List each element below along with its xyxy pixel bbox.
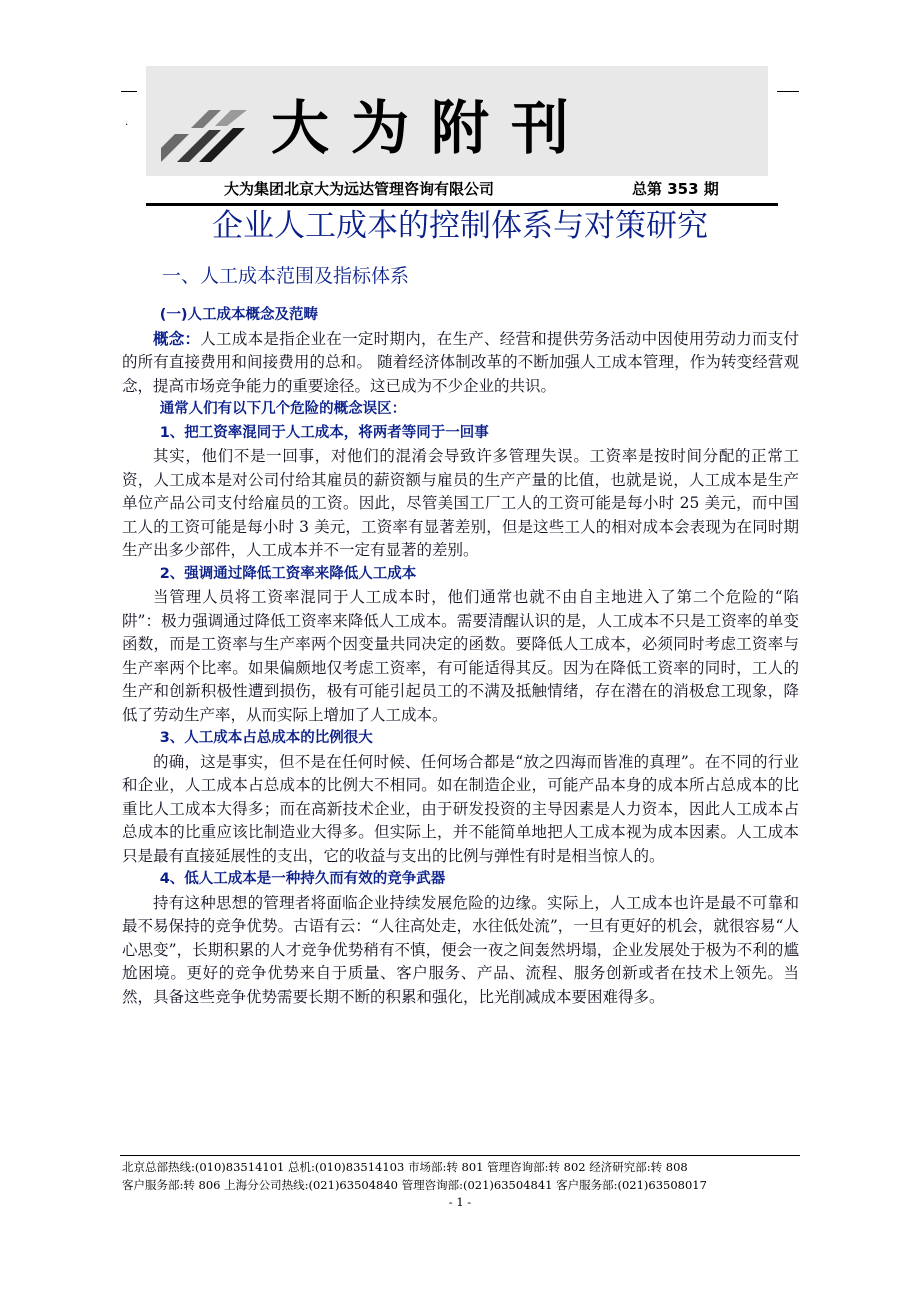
footer-contacts bbox=[122, 1158, 800, 1194]
item-3-paragraph: 的确，这是事实，但不是在任何时候、任何场合都是“放之四海而皆准的真理”。在不同的行业和企业，人工成本占总成本的比例大不相同。如在制造企业，可能产品本身的成本所占总成本的比重比人工成本大得多；而在高新技术企业，由于研发投资的主导因素是人力资本，因此人工成本占总成本的比重应该比制造业大得多。但实际上，并不能简单地把人工成本视为成本因素。人工成本只是最有直接延展性的支出，它的收益与支出的比例与弹性有时是相当惊人的。 bbox=[122, 752, 799, 865]
company-name: 大为集团北京大为远达管理咨询有限公司 bbox=[224, 180, 495, 198]
masthead-subline bbox=[224, 178, 764, 200]
article-title: 企业人工成本的控制体系与对策研究 bbox=[212, 208, 708, 244]
header-dot-mark: . bbox=[125, 117, 129, 128]
footer-line-2: 客户服务部:转 806 上海分公司热线:(021)63504840 管理咨询部:(021)63504841 客户服务部:(021)63508017 bbox=[122, 1178, 707, 1192]
item-1-heading: 1、把工资率混同于人工成本，将两者等同于一回事 bbox=[159, 424, 489, 441]
article-body bbox=[122, 304, 799, 1009]
item-4-paragraph: 持有这种思想的管理者将面临企业持续发展危险的边缘。实际上，人工成本也许是最不可靠和最不易保持的竞争优势。古语有云：“人往高处走，水往低处流”，一旦有更好的机会，就很容易“人心思变”，长期积累的人才竞争优势稍有不慎，便会一夜之间轰然坍塌，企业发展处于极为不利的尴尬困境。更好的竞争优势来自于质量、客户服务、产品、流程、服务创新或者在技术上领先。当然，具备这些竞争优势需要长期不断的积累和强化，比光削减成本要困难得多。 bbox=[122, 893, 799, 1006]
header-rule-left bbox=[121, 91, 137, 92]
concept-paragraph bbox=[122, 328, 799, 399]
page-number: - 1 - bbox=[448, 1195, 472, 1209]
footer-line-1: 北京总部热线:(010)83514101 总机:(010)83514103 市场部:转 801 管理咨询部:转 802 经济研究部:转 808 bbox=[122, 1160, 688, 1174]
masthead-title: 大为附刊 bbox=[271, 94, 592, 162]
item-1-paragraph: 其实，他们不是一回事，对他们的混淆会导致许多管理失误。工资率是按时间分配的正常工资，人工成本是对公司付给其雇员的薪资额与雇员的生产产量的比值，也就是说，人工成本是生产单位产品公司支付给雇员的工资。因此，尽管美国工厂工人的工资可能是每小时 25 美元，而中国工人的工资可能是每小时 3 美元，工资率有显著差别，但是这些工人的相对成本会表现为在同时期生产出多少部件，人工成本并不一定有显著的差别。 bbox=[122, 447, 799, 559]
dawei-logo-icon bbox=[161, 108, 248, 164]
footer-divider bbox=[120, 1155, 800, 1156]
item-2-heading: 2、强调通过降低工资率来降低人工成本 bbox=[159, 565, 417, 582]
misconceptions-intro: 通常人们有以下几个危险的概念误区： bbox=[159, 401, 407, 417]
item-4-heading: 4、低人工成本是一种持久而有效的竞争武器 bbox=[159, 871, 446, 887]
item-3-heading: 3、人工成本占总成本的比例很大 bbox=[159, 730, 373, 746]
concept-label: 概念： bbox=[153, 329, 201, 348]
subsection-heading: (一)人工成本概念及范畴 bbox=[159, 307, 318, 323]
masthead-banner bbox=[146, 66, 768, 176]
concept-text: 人工成本是指企业在一定时期内，在生产、经营和提供劳务活动中因使用劳动力而支付的所有直接费用和间接费用的总和。 随着经济体制改革的不断加强人工成本管理，作为转变经营观念，提高市场竞争能力的重要途径。这已成为不少企业的共识。 bbox=[122, 329, 799, 395]
issue-number: 总第 353 期 bbox=[632, 180, 719, 198]
section-heading: 一、人工成本范围及指标体系 bbox=[162, 265, 410, 287]
item-2-paragraph: 当管理人员将工资率混同于人工成本时，他们通常也就不由自主地进入了第二个危险的“陷阱”：极力强调通过降低工资率来降低人工成本。需要清醒认识的是，人工成本不只是工资率的单变函数，而是工资率与生产率两个因变量共同决定的函数。要降低人工成本，必须同时考虑工资率与生产率两个比率。如果偏颇地仅考虑工资率，有可能适得其反。因为在降低工资率的同时，工人的生产和创新积极性遭到损伤，极有可能引起员工的不满及抵触情绪，存在潜在的消极怠工现象，降低了劳动生产率，从而实际上增加了人工成本。 bbox=[122, 588, 799, 724]
header-rule-right bbox=[777, 91, 799, 92]
